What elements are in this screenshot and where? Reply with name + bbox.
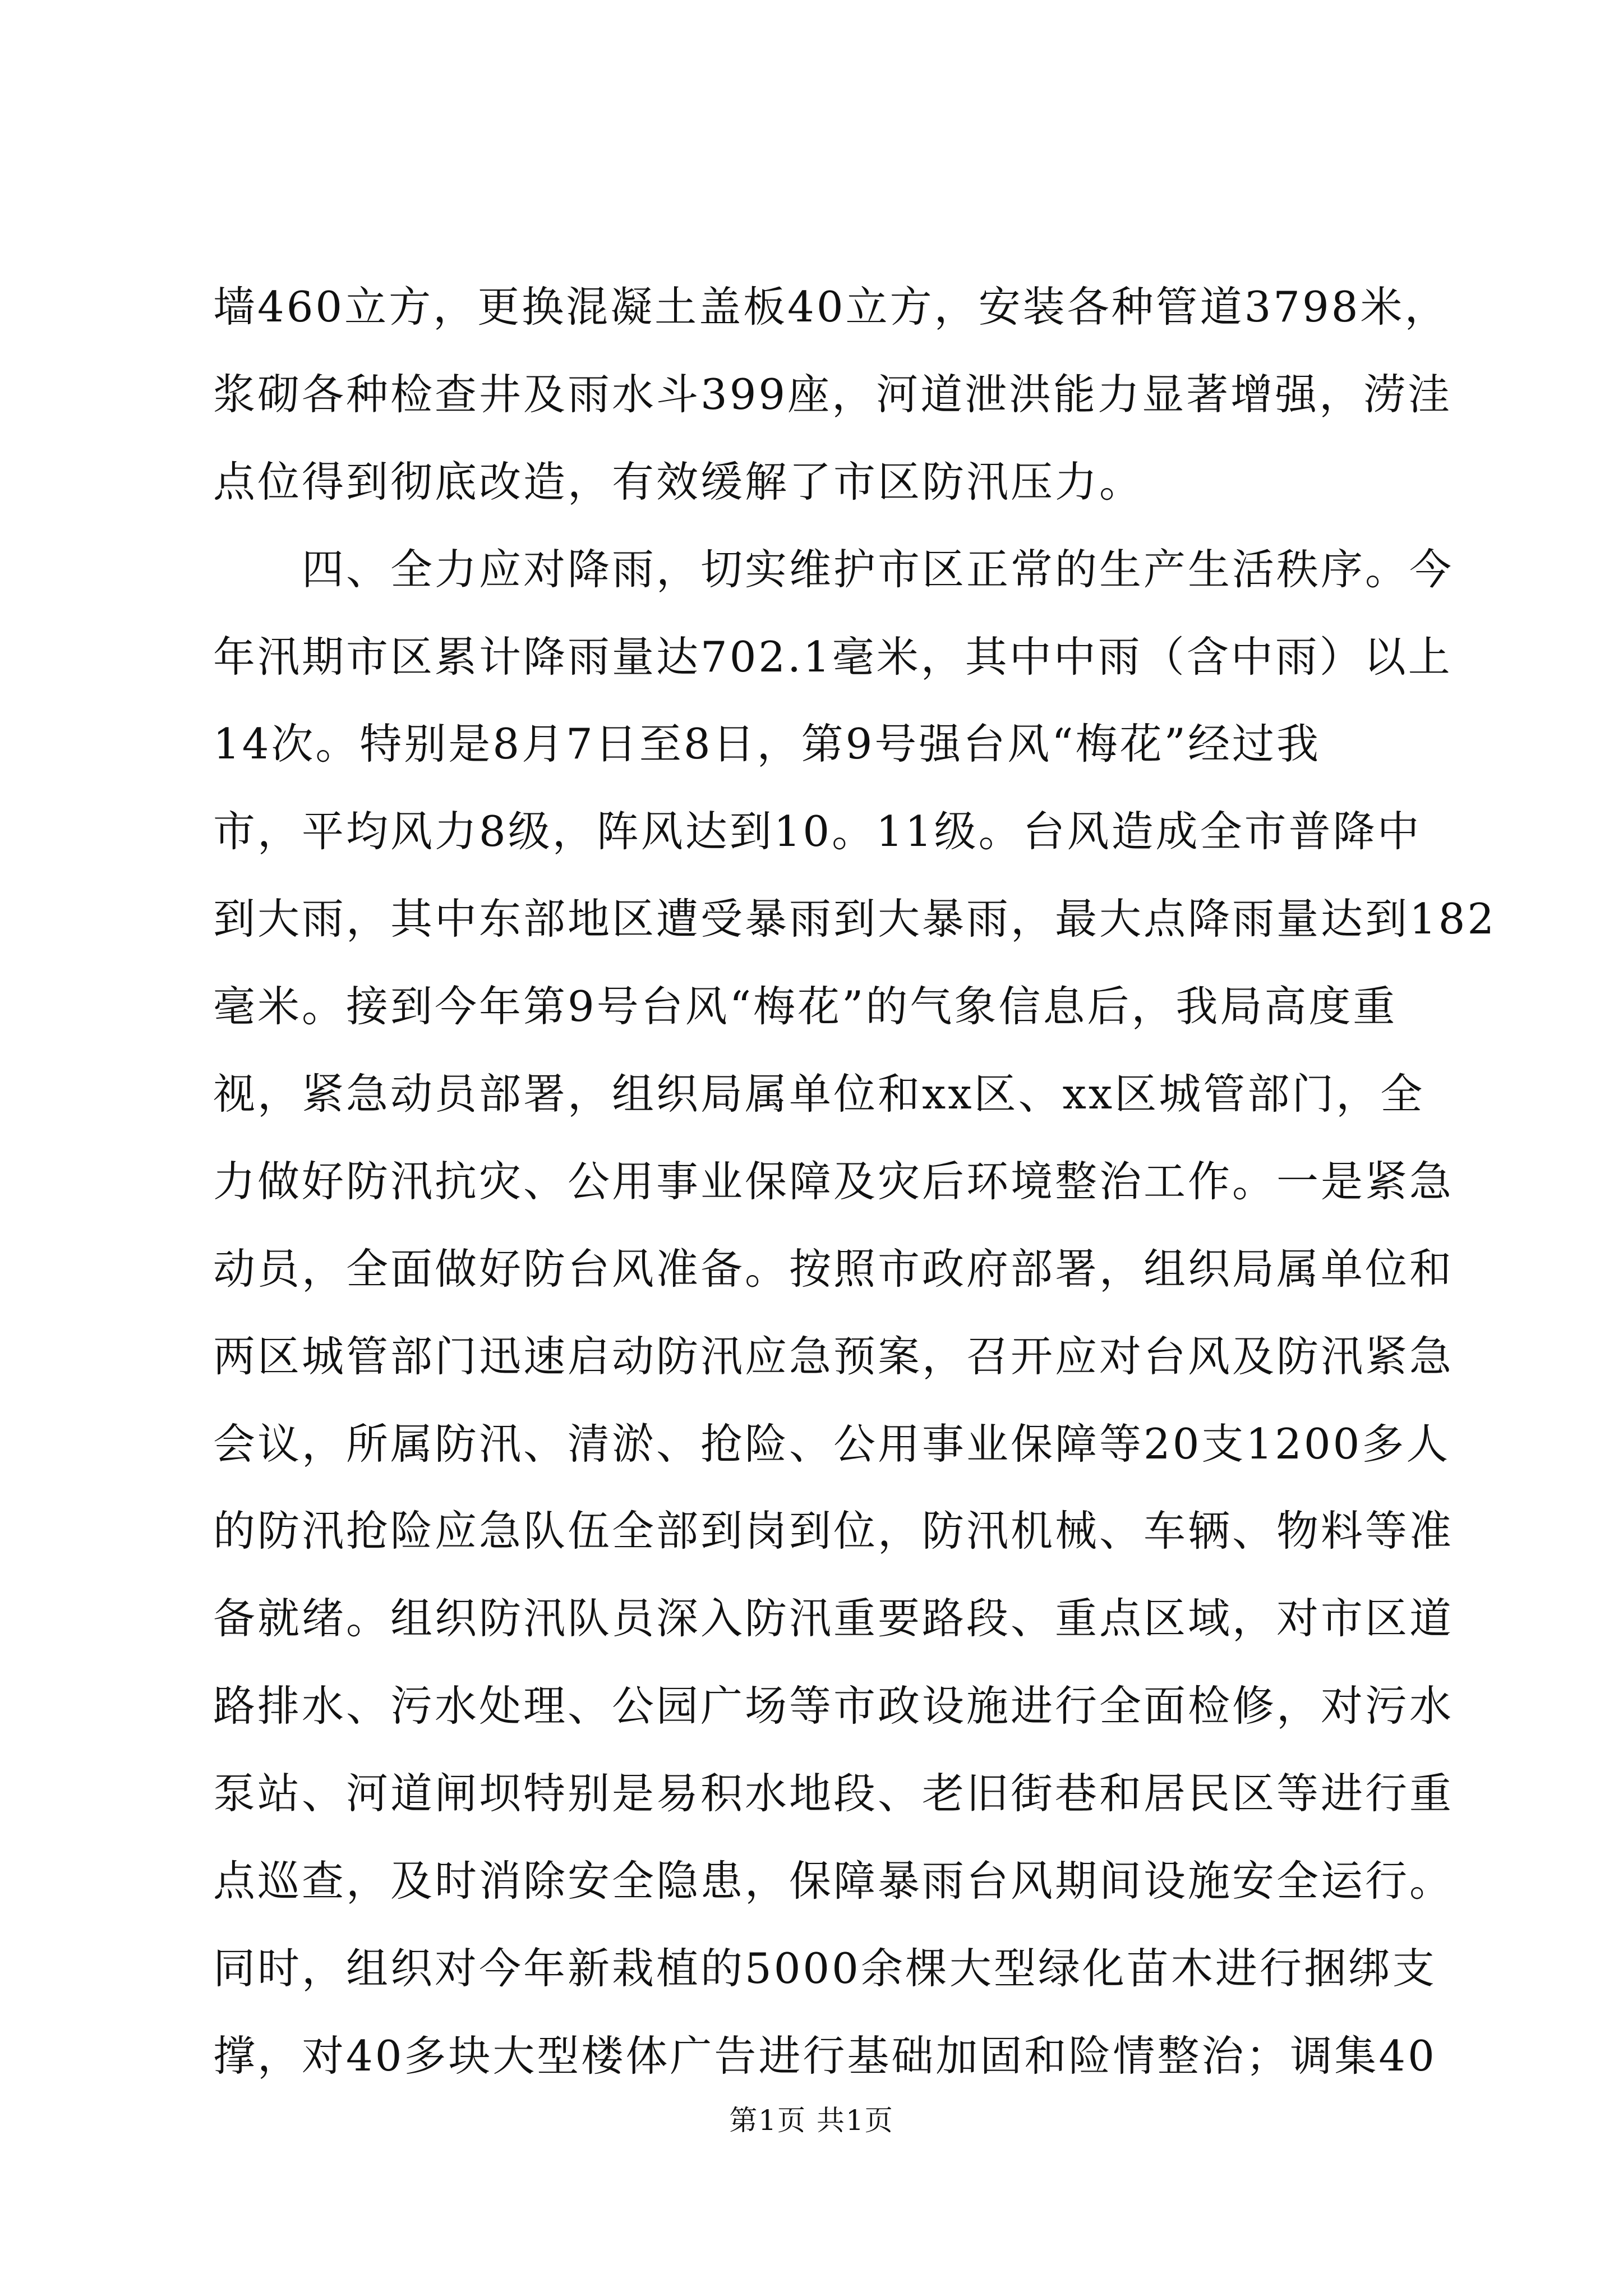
- text-line: 力做好防汛抗灾、公用事业保障及灾后环境整治工作。一是紧急: [213, 1156, 1454, 1206]
- text-line: 的防汛抢险应急队伍全部到岗到位，防汛机械、车辆、物料等准: [213, 1506, 1454, 1556]
- page-footer: [0, 2101, 1623, 2140]
- text-line: 点巡查，及时消除安全隐患，保障暴雨台风期间设施安全运行。: [213, 1856, 1454, 1906]
- text-line: 毫米。接到今年第9号台风“梅花”的气象信息后，我局高度重: [213, 982, 1398, 1032]
- text-line: 四、全力应对降雨，切实维护市区正常的生产生活秩序。今: [213, 544, 1454, 594]
- text-line: 年汛期市区累计降雨量达702.1毫米，其中中雨（含中雨）以上: [213, 632, 1453, 682]
- text-line: 浆砌各种检查井及雨水斗399座，河道泄洪能力显著增强，涝洼: [213, 369, 1453, 419]
- text-line: 会议，所属防汛、清淤、抢险、公用事业保障等20支1200多人: [213, 1419, 1451, 1469]
- text-line: 泵站、河道闸坝特别是易积水地段、老旧街巷和居民区等进行重: [213, 1769, 1454, 1819]
- text-line: 点位得到彻底改造，有效缓解了市区防汛压力。: [213, 457, 1144, 507]
- text-line: 墙460立方，更换混凝土盖板40立方，安装各种管道3798米，: [213, 282, 1449, 332]
- text-line: 到大雨，其中东部地区遭受暴雨到大暴雨，最大点降雨量达到182: [213, 894, 1497, 944]
- text-line: 动员，全面做好防台风准备。按照市政府部署，组织局属单位和: [213, 1244, 1454, 1294]
- text-line: 14次。特别是8月7日至8日，第9号强台风“梅花”经过我: [213, 719, 1321, 769]
- text-line: 路排水、污水处理、公园广场等市政设施进行全面检修，对污水: [213, 1681, 1454, 1731]
- text-line: 撑，对40多块大型楼体广告进行基础加固和险情整治；调集40: [213, 2031, 1437, 2081]
- text-line: 备就绪。组织防汛队员深入防汛重要路段、重点区域，对市区道: [213, 1594, 1454, 1644]
- document-body: [213, 264, 1497, 2100]
- page-number: 第1页 共1页: [729, 2104, 894, 2137]
- text-line: 两区城管部门迅速启动防汛应急预案，召开应对台风及防汛紧急: [213, 1331, 1454, 1381]
- text-line: 同时，组织对今年新栽植的5000余棵大型绿化苗木进行捆绑支: [213, 1943, 1437, 1993]
- text-line: 视，紧急动员部署，组织局属单位和xx区、xx区城管部门，全: [213, 1069, 1425, 1119]
- text-line: 市，平均风力8级，阵风达到10。11级。台风造成全市普降中: [213, 807, 1422, 857]
